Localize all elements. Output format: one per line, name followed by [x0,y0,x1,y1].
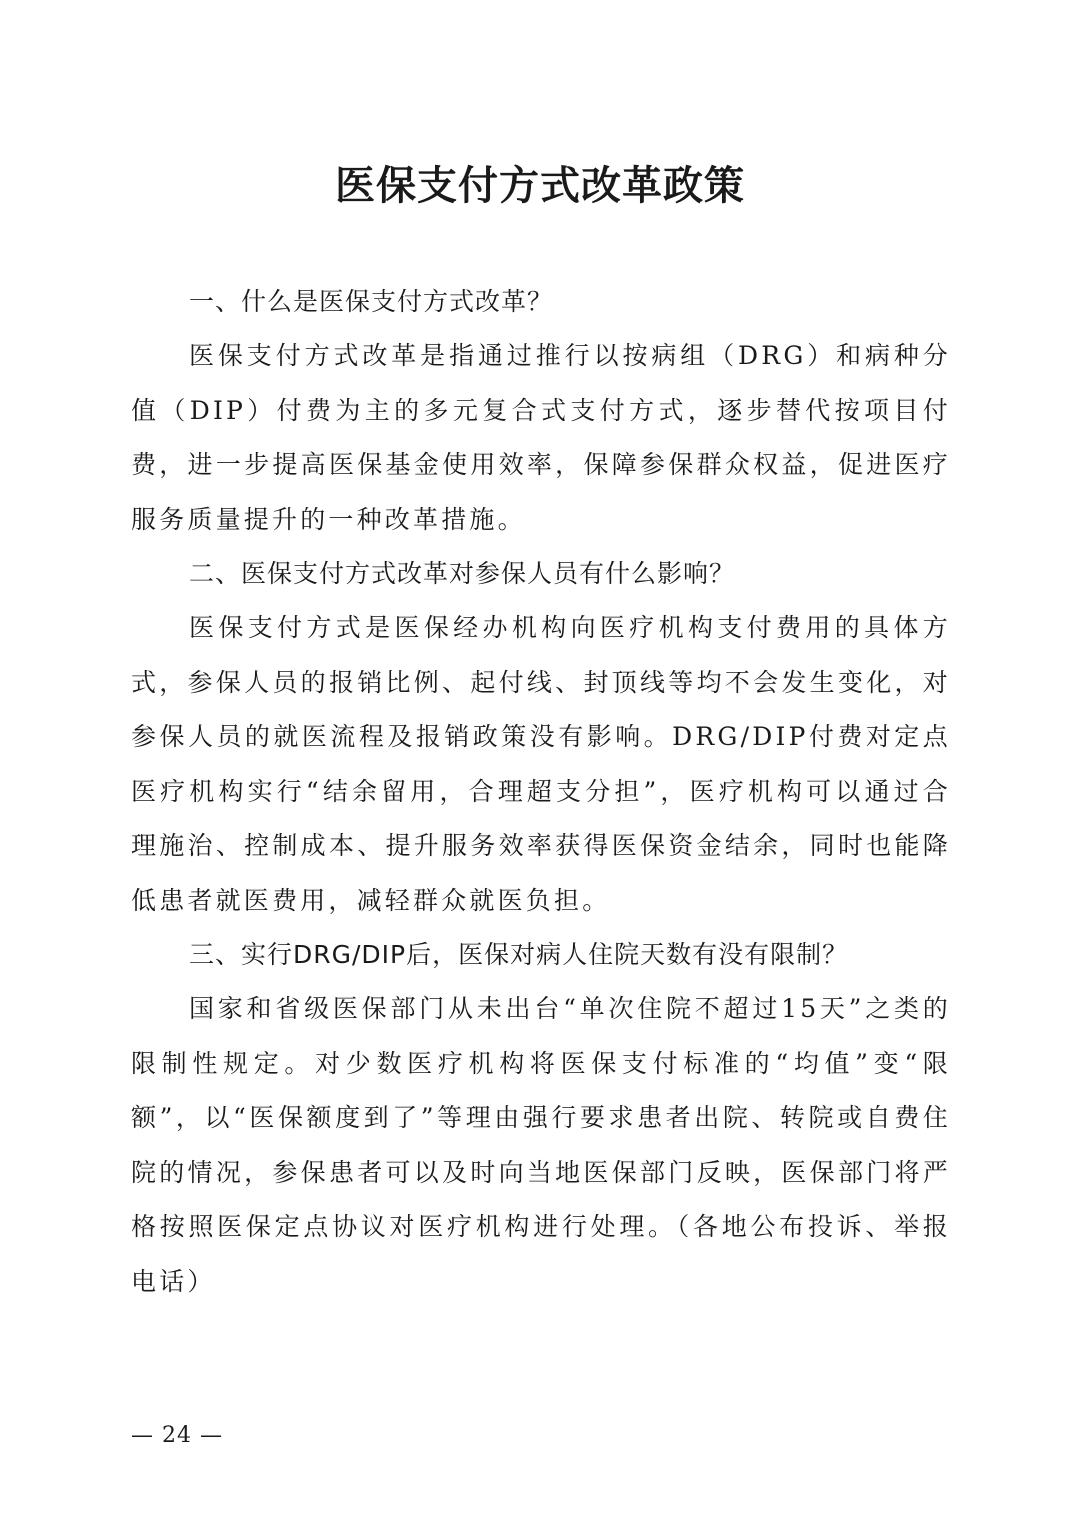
page-number: — 24 — [131,1423,223,1448]
section-3-body: 国家和省级医保部门从未出台“单次住院不超过15天”之类的限制性规定。对少数医疗机构将医保支付标准的“均值”变“限额”，以“医保额度到了”等理由强行要求患者出院、转院或自费住院的情况，参保患者可以及时向当地医保部门反映，医保部门将严格按照医保定点协议对医疗机构进行处理。（各地公布投诉、举报电话） [131,994,951,1296]
page-title: 医保支付方式改革政策 [335,162,745,209]
section-1-heading: 一、什么是医保支付方式改革？ [189,287,554,316]
section-2-body: 医保支付方式是医保经办机构向医疗机构支付费用的具体方式，参保人员的报销比例、起付线、封顶线等均不会发生变化，对参保人员的就医流程及报销政策没有影响。DRG/DIP付费对定点医疗机构实行“结余留用，合理超支分担”，医疗机构可以通过合理施治、控制成本、提升服务效率获得医保资金结余，同时也能降低患者就医费用，减轻群众就医负担。 [131,613,951,915]
document-body [131,275,951,1309]
section-3-heading: 三、实行DRG/DIP后，医保对病人住院天数有没有限制？ [189,940,849,969]
section-2-heading: 二、医保支付方式改革对参保人员有什么影响？ [189,559,736,588]
section-1-body: 医保支付方式改革是指通过推行以按病组（DRG）和病种分值（DIP）付费为主的多元复合式支付方式，逐步替代按项目付费，进一步提高医保基金使用效率，保障参保群众权益，促进医疗服务质量提升的一种改革措施。 [131,341,951,534]
